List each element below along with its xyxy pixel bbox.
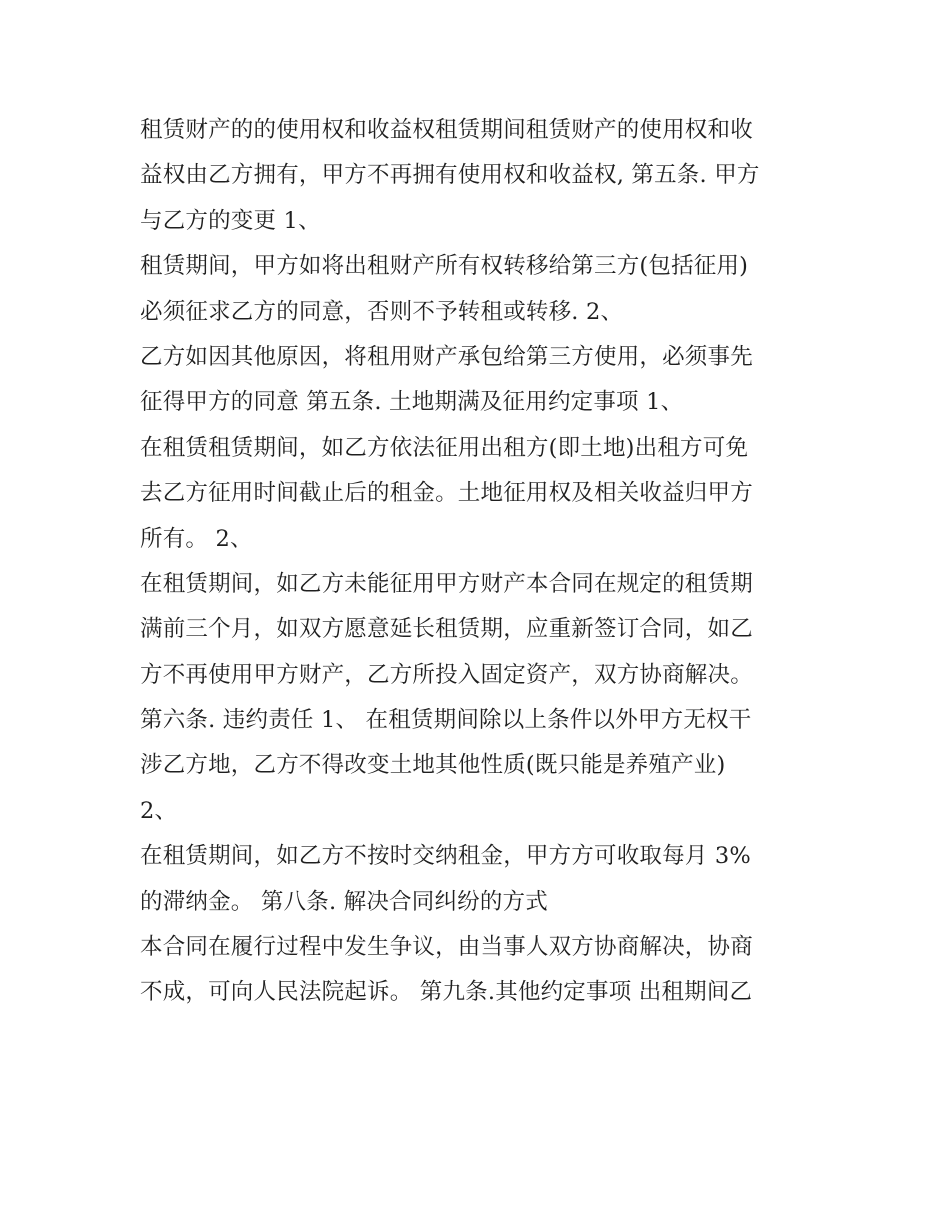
text-line: 去乙方征用时间截止后的租金。土地征用权及相关收益归甲方: [140, 480, 753, 507]
text-line: 乙方如因其他原因，将租用财产承包给第三方使用，必须事先: [140, 343, 753, 370]
text-line: 在租赁期间，如乙方未能征用甲方财产本合同在规定的租赁期: [140, 570, 753, 597]
text-line: 必须征求乙方的同意，否则不予转租或转移. 2、: [140, 298, 624, 325]
text-line: 在租赁期间，如乙方不按时交纳租金，甲方方可收取每月 3%: [140, 843, 751, 870]
text-line: 方不再使用甲方财产，乙方所投入固定资产，双方协商解决。: [140, 661, 753, 688]
text-line: 在租赁租赁期间，如乙方依法征用出租方(即土地)出租方可免: [140, 434, 749, 461]
text-line: 不成，可向人民法院起诉。 第九条.其他约定事项 出租期间乙: [140, 979, 753, 1006]
text-line: 满前三个月，如双方愿意延长租赁期，应重新签订合同，如乙: [140, 616, 753, 643]
text-line: 的滞纳金。 第八条. 解决合同纠纷的方式: [140, 888, 548, 915]
text-line: 涉乙方地，乙方不得改变土地其他性质(既只能是养殖产业): [140, 752, 726, 779]
text-line: 2、: [140, 797, 178, 824]
text-line: 第六条. 违约责任 1、 在租赁期间除以上条件以外甲方无权干: [140, 707, 752, 734]
text-line: 益权由乙方拥有，甲方不再拥有使用权和收益权, 第五条. 甲方: [140, 162, 760, 189]
text-line: 所有。 2、: [140, 525, 253, 552]
text-line: 本合同在履行过程中发生争议，由当事人双方协商解决，协商: [140, 934, 753, 961]
text-line: 与乙方的变更 1、: [140, 207, 321, 234]
text-line: 租赁财产的的使用权和收益权租赁期间租赁财产的使用权和收: [140, 117, 753, 143]
document-body: [140, 108, 820, 1016]
text-line: 租赁期间，甲方如将出租财产所有权转移给第三方(包括征用): [140, 253, 749, 280]
text-line: 征得甲方的同意 第五条. 土地期满及征用约定事项 1、: [140, 389, 684, 416]
